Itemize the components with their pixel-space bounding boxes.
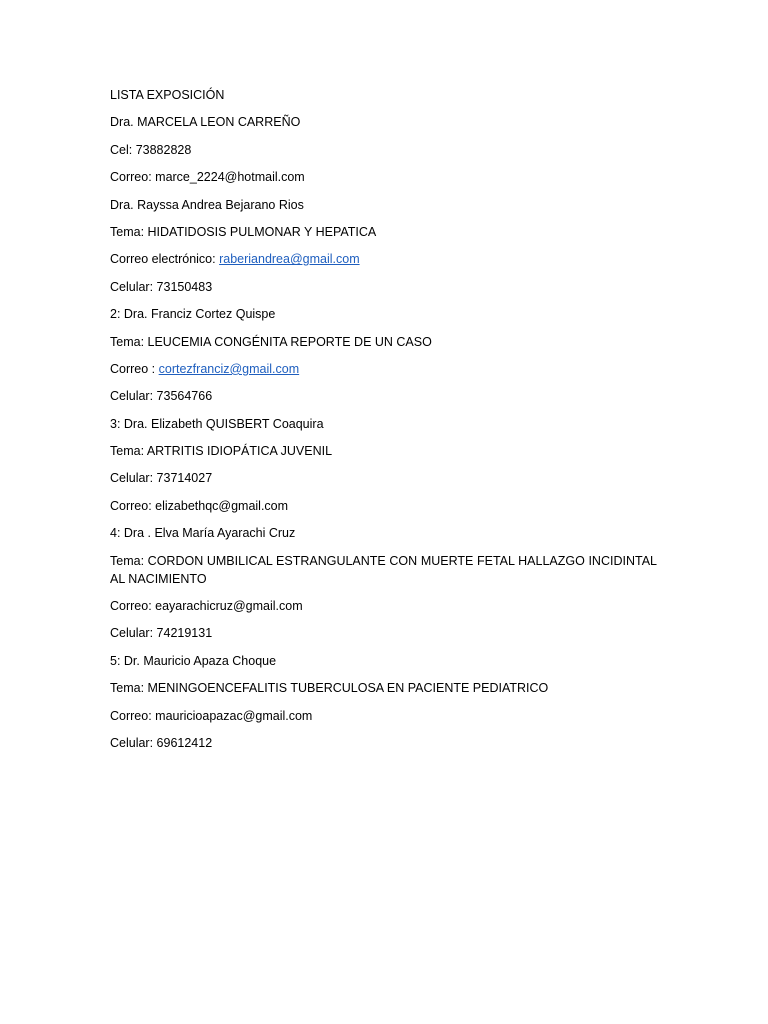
coordinator-email: Correo: marce_2224@hotmail.com: [110, 170, 305, 185]
entry-2-email-label: Correo :: [110, 361, 159, 376]
coordinator-cel: Cel: 73882828: [110, 142, 192, 157]
entry-1-topic: Tema: HIDATIDOSIS PULMONAR Y HEPATICA: [110, 224, 377, 239]
entry-3-email: Correo: elizabethqc@gmail.com: [110, 498, 289, 513]
entry-4-name: 4: Dra . Elva María Ayarachi Cruz: [110, 526, 296, 541]
entry-2-email-link[interactable]: cortezfranciz@gmail.com: [158, 361, 300, 376]
entry-1-name: Dra. Rayssa Andrea Bejarano Rios: [110, 197, 304, 212]
entry-5-name: 5: Dr. Mauricio Apaza Choque: [110, 653, 277, 668]
entry-3-name: 3: Dra. Elizabeth QUISBERT Coaquira: [110, 416, 324, 431]
entry-4-topic: Tema: CORDON UMBILICAL ESTRANGULANTE CON MUERTE FETAL HALLAZGO INCIDINTAL AL NACIMIENTO: [110, 553, 657, 586]
entry-1-email: [110, 250, 657, 268]
entry-4-email: Correo: eayarachicruz@gmail.com: [110, 599, 303, 614]
entry-3-topic: Tema: ARTRITIS IDIOPÁTICA JUVENIL: [110, 444, 333, 459]
entry-2-topic: Tema: LEUCEMIA CONGÉNITA REPORTE DE UN CASO: [110, 334, 432, 349]
entry-1-email-link[interactable]: raberiandrea@gmail.com: [219, 252, 360, 267]
entry-5-phone: Celular: 69612412: [110, 735, 213, 750]
entry-2-email: [110, 360, 657, 378]
entry-2-name: 2: Dra. Franciz Cortez Quispe: [110, 307, 276, 322]
document-title: LISTA EXPOSICIÓN: [110, 88, 225, 102]
entry-2-phone: Celular: 73564766: [110, 389, 213, 404]
entry-3-phone: Celular: 73714027: [110, 471, 213, 486]
entry-5-email: Correo: mauricioapazac@gmail.com: [110, 708, 313, 723]
entry-5-topic: Tema: MENINGOENCEFALITIS TUBERCULOSA EN PACIENTE PEDIATRICO: [110, 681, 549, 696]
entry-1-email-label: Correo electrónico:: [110, 252, 220, 267]
entry-4-phone: Celular: 74219131: [110, 626, 213, 641]
document-body: [110, 86, 657, 761]
coordinator-name: Dra. MARCELA LEON CARREÑO: [110, 115, 301, 130]
entry-1-phone: Celular: 73150483: [110, 279, 213, 294]
